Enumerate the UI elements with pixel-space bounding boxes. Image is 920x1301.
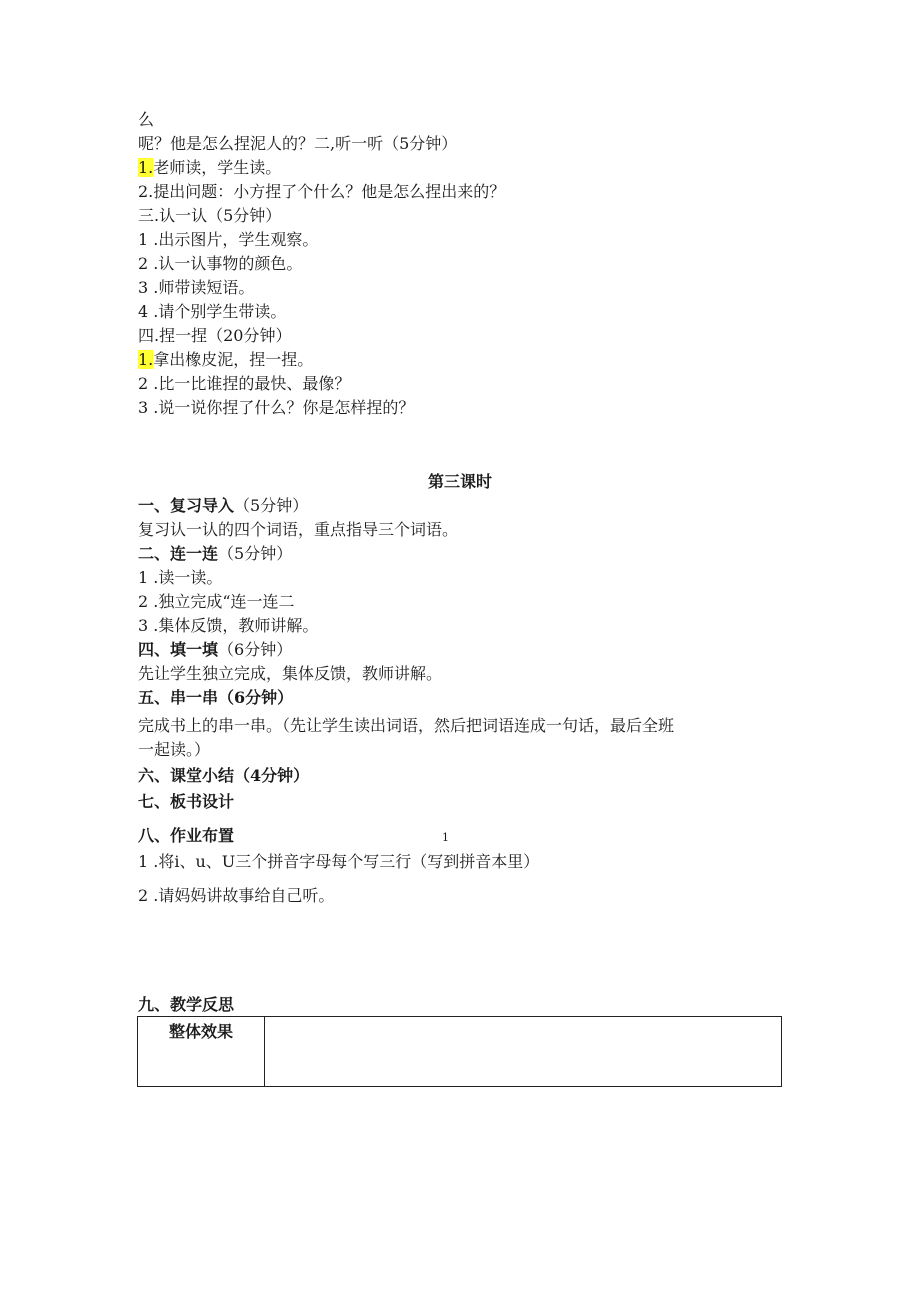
- heading-bold: 一、复习导入: [138, 496, 235, 515]
- text-line: 先让学生独立完成，集体反馈，教师讲解。: [138, 664, 443, 683]
- list-item: 3 .说一说你捏了什么？你是怎样捏的？: [138, 398, 415, 417]
- heading-duration: （5分钟）: [218, 544, 293, 563]
- list-item: 2 .请妈妈讲故事给自己听。: [138, 886, 335, 905]
- text-line: 完成书上的串一串。（先让学生读出词语，然后把词语连成一句话，最后全班: [138, 716, 675, 735]
- section-heading: 三.认一认（5分钟）: [138, 206, 282, 225]
- list-item: 2 .独立完成“连一连二: [138, 592, 295, 611]
- section-heading: [138, 640, 292, 660]
- section-heading: 八、作业布置: [138, 826, 235, 845]
- text-line: [138, 158, 281, 178]
- list-item: 1 .将i、u、U三个拼音字母每个写三行（写到拼音本里）: [138, 852, 540, 871]
- section-heading: 四.捏一捏（20分钟）: [138, 326, 292, 345]
- table-row: [138, 1017, 782, 1087]
- section-heading: 七、板书设计: [138, 792, 235, 811]
- list-item: 4 .请个别学生带读。: [138, 302, 287, 321]
- heading-bold: 四、填一填: [138, 640, 219, 659]
- section-heading: [138, 544, 292, 564]
- section-heading: 六、课堂小结（4分钟）: [138, 766, 310, 785]
- heading-duration: （5分钟）: [234, 496, 309, 515]
- page-number: 1: [442, 831, 449, 844]
- list-item: 2 .比一比谁捏的最快、最像？: [138, 374, 351, 393]
- text-line: 一起读。）: [138, 740, 211, 759]
- page-title: 第三课时: [427, 472, 492, 491]
- heading-duration: （6分钟）: [218, 640, 293, 659]
- table-cell-label: 整体效果: [138, 1017, 265, 1087]
- highlighted-number: 1.: [138, 350, 154, 369]
- section-heading: 九、教学反思: [138, 995, 235, 1014]
- list-item: 3 .集体反馈，教师讲解。: [138, 616, 319, 635]
- list-item: 1 .出示图片，学生观察。: [138, 230, 319, 249]
- text-span: 拿出橡皮泥，捏一捏。: [153, 350, 314, 369]
- heading-bold: 二、连一连: [138, 544, 219, 563]
- table-cell-content[interactable]: [265, 1017, 782, 1087]
- text-span: 老师读，学生读。: [153, 158, 282, 177]
- list-item: [138, 350, 313, 370]
- text-line: 2.提出问题：小方捏了个什么？他是怎么捏出来的？: [138, 182, 506, 201]
- list-item: 3 .师带读短语。: [138, 278, 255, 297]
- list-item: 2 .认一认事物的颜色。: [138, 254, 303, 273]
- section-heading: 五、串一串（6分钟）: [138, 688, 294, 707]
- section-heading: [138, 496, 308, 516]
- text-line: 复习认一认的四个词语，重点指导三个词语。: [138, 520, 459, 539]
- list-item: 1 .读一读。: [138, 568, 223, 587]
- highlighted-number: 1.: [138, 158, 154, 177]
- text-line: 呢？他是怎么捏泥人的？二,听一听（5分钟）: [138, 134, 458, 153]
- reflection-table: [137, 1016, 782, 1087]
- text-line: 么: [138, 110, 155, 129]
